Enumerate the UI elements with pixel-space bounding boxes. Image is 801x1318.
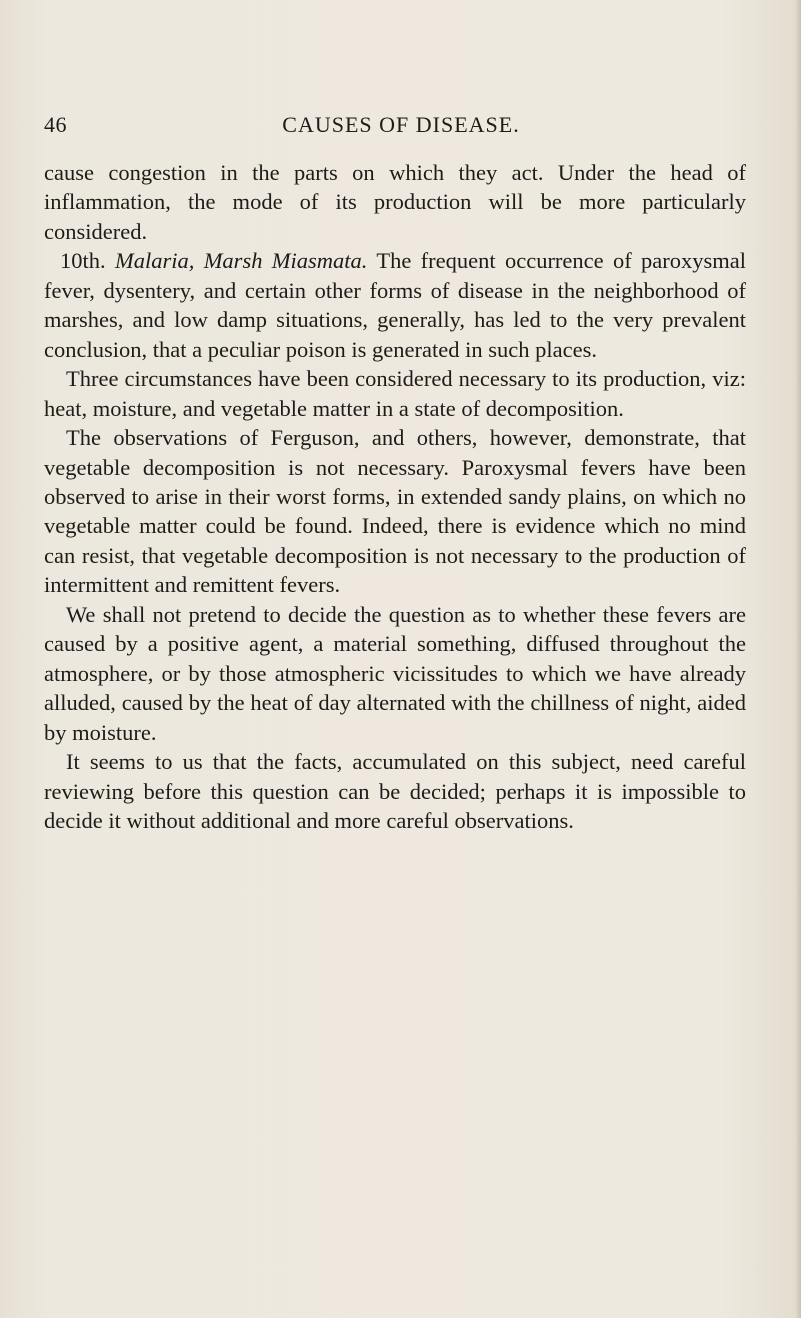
paragraph-1: cause congestion in the parts on which they act. Under the head of inflammation, the mode of its production will be more particularly considered. bbox=[44, 160, 746, 244]
paragraph-4: The observations of Ferguson, and others, however, demonstrate, that vegetable decomposition is not necessary. Paroxysmal fevers have been observed to arise in their worst forms, in extended sandy plains, on which no vegetable matter could be found. Indeed, there is evidence which no mind can resist, that vegetable decomposition is not necessary to the production of intermittent and remittent fevers. bbox=[44, 425, 746, 598]
paragraph-2-body: The frequent occurrence of paroxysmal fever, dysentery, and certain other forms of disease in the neighborhood of marshes, and low damp situations, generally, has led to the very prevalent conclusion, that a peculiar poison is generated in such places. bbox=[44, 248, 747, 362]
page-edge-shadow bbox=[795, 0, 801, 1318]
running-title: CAUSES OF DISEASE. bbox=[282, 112, 520, 137]
page-number: 46 bbox=[44, 112, 67, 137]
section-title: Malaria, Marsh Miasmata. bbox=[114, 248, 368, 274]
body-text bbox=[44, 158, 746, 835]
paragraph-5: We shall not pretend to decide the question as to whether these fevers are caused by a positive agent, a material something, diffused throughout the atmosphere, or by those atmospheric vicissitudes to which we have already alluded, caused by the heat of day alternated with the chillness of night, aided by moisture. bbox=[44, 601, 746, 745]
page-header bbox=[44, 112, 744, 146]
paragraph-3: Three circumstances have been considered necessary to its production, viz: heat, moisture, and vegetable matter in a state of decomposition. bbox=[44, 366, 746, 421]
paragraph-6: It seems to us that the facts, accumulated on this subject, need careful reviewing before this question can be decided; perhaps it is impossible to decide it without additional and more careful observations. bbox=[44, 749, 746, 833]
paragraph-2 bbox=[44, 246, 746, 364]
section-number: 10th. bbox=[60, 248, 106, 274]
